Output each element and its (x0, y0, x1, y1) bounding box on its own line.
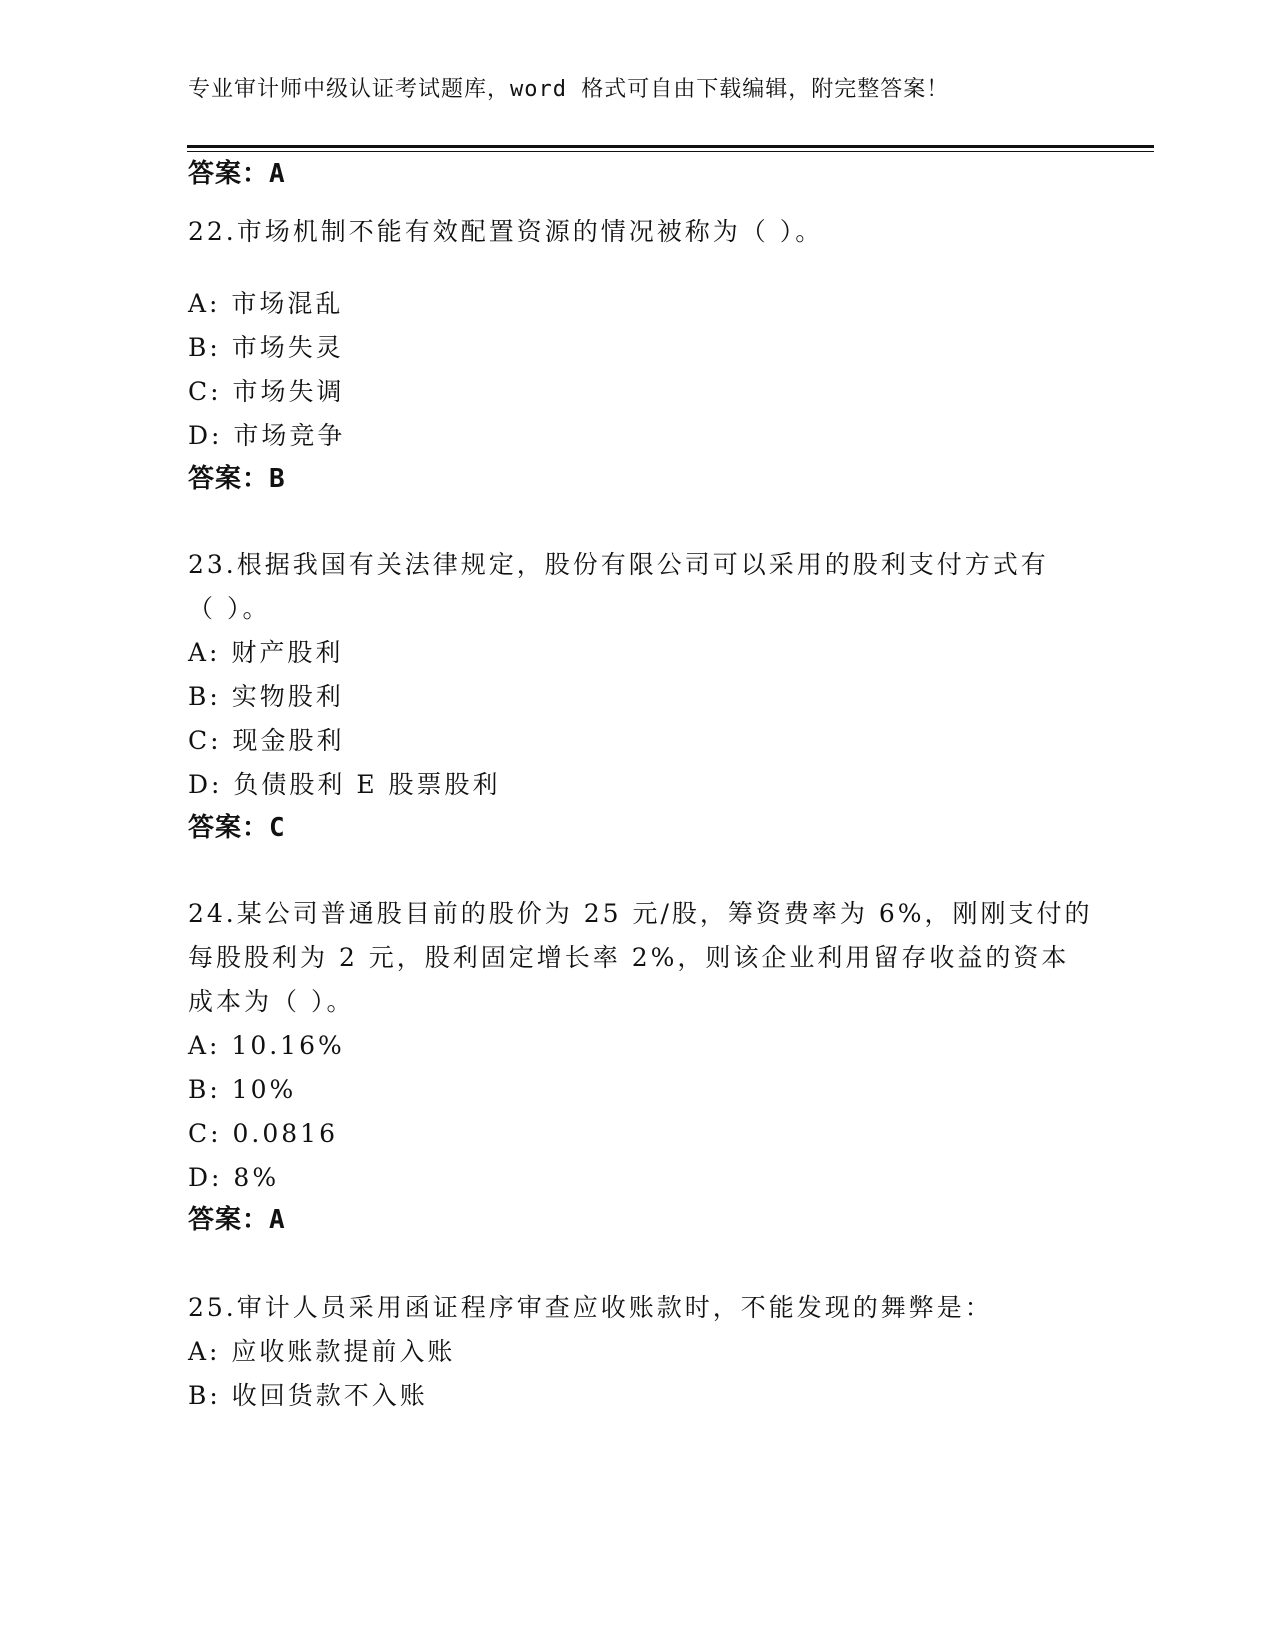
question-stem: 成本为（ ）。 (188, 987, 355, 1016)
option-a: A: 市场混乱 (188, 289, 344, 318)
option-b: B: 收回货款不入账 (188, 1381, 428, 1410)
option-b: B: 市场失灵 (188, 333, 344, 362)
answer-line: 答案：A (188, 159, 286, 189)
option-c: C: 现金股利 (188, 726, 345, 755)
option-c: C: 市场失调 (188, 377, 345, 406)
option-c: C: 0.0816 (188, 1119, 338, 1148)
option-b: B: 10% (188, 1075, 297, 1104)
option-a: A: 10.16% (188, 1031, 345, 1060)
header-rule (187, 145, 1154, 148)
question-stem: （ ）。 (188, 594, 271, 623)
option-b: B: 实物股利 (188, 682, 344, 711)
question-stem: 23.根据我国有关法律规定，股份有限公司可以采用的股利支付方式有 (188, 550, 1049, 579)
answer-line: 答案：C (188, 813, 286, 843)
answer-line: 答案：B (188, 464, 286, 494)
option-d: D: 8% (188, 1163, 280, 1192)
option-d: D: 负债股利 E 股票股利 (188, 770, 501, 799)
question-stem: 每股股利为 2 元，股利固定增长率 2%，则该企业利用留存收益的资本 (188, 943, 1070, 972)
header-rule-thin (187, 151, 1154, 152)
option-d: D: 市场竞争 (188, 421, 346, 450)
question-stem: 24.某公司普通股目前的股价为 25 元/股，筹资费率为 6%，刚刚支付的 (188, 899, 1093, 928)
page-header: 专业审计师中级认证考试题库，word 格式可自由下载编辑，附完整答案！ (188, 77, 950, 102)
option-a: A: 应收账款提前入账 (188, 1337, 456, 1366)
question-stem: 22.市场机制不能有效配置资源的情况被称为（ ）。 (188, 217, 824, 246)
answer-line: 答案：A (188, 1205, 286, 1235)
option-a: A: 财产股利 (188, 638, 344, 667)
question-stem: 25.审计人员采用函证程序审查应收账款时，不能发现的舞弊是： (188, 1293, 993, 1322)
